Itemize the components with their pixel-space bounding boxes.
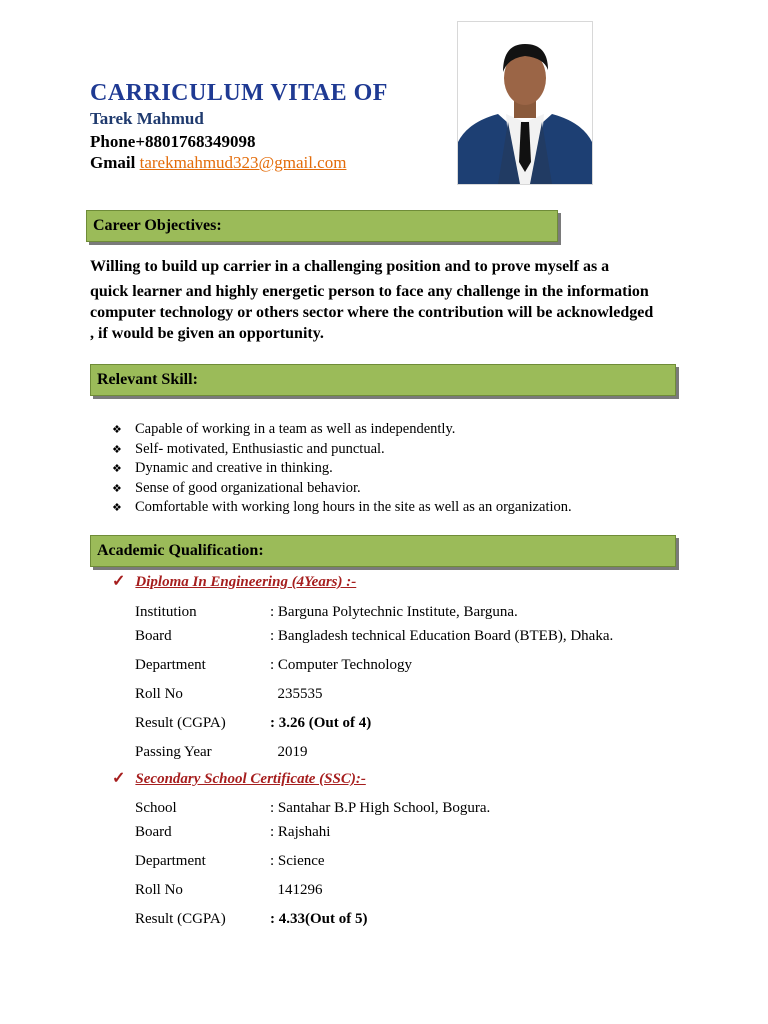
table-row: Department : Science — [135, 853, 325, 869]
checkmark-icon: ✓ — [112, 770, 126, 787]
cv-title: CARRICULUM VITAE OF — [90, 80, 388, 106]
profile-photo — [457, 21, 593, 185]
list-item — [112, 479, 572, 499]
checkmark-icon: ✓ — [112, 573, 126, 590]
objective-line: , if would be given an opportunity. — [90, 325, 324, 342]
academic-qualification-heading — [90, 535, 676, 567]
skill-text: Comfortable with working long hours in the site as well as an organization. — [135, 499, 572, 516]
ssc-heading — [112, 768, 366, 788]
gmail-line — [90, 153, 346, 173]
objective-line: quick learner and highly energetic person to face any challenge in the information — [90, 283, 649, 300]
table-row: Department : Computer Technology — [135, 657, 412, 673]
table-row: Result (CGPA) : 4.33(Out of 5) — [135, 911, 368, 927]
objective-line: computer technology or others sector where the contribution will be acknowledged — [90, 304, 654, 321]
diamond-bullet-icon: ❖ — [112, 482, 122, 495]
list-item — [112, 459, 572, 479]
diamond-bullet-icon: ❖ — [112, 424, 122, 436]
phone-label: Phone — [90, 132, 136, 151]
career-heading-text: Career Objectives: — [93, 217, 222, 234]
ssc-title: Secondary School Certificate (SSC):- — [135, 771, 366, 787]
list-item — [112, 420, 572, 440]
skill-text: Dynamic and creative in thinking. — [135, 460, 333, 477]
table-row: Passing Year 2019 — [135, 744, 308, 760]
table-row: Roll No 235535 — [135, 686, 323, 702]
diploma-heading — [112, 571, 356, 591]
list-item — [112, 498, 572, 518]
candidate-name: Tarek Mahmud — [90, 109, 204, 128]
gmail-label: Gmail — [90, 153, 136, 172]
table-row: Roll No 141296 — [135, 882, 323, 898]
skill-heading-text: Relevant Skill: — [97, 371, 198, 388]
phone-number: +8801768349098 — [135, 132, 256, 151]
table-row: Result (CGPA) : 3.26 (Out of 4) — [135, 715, 372, 731]
skill-text: Self- motivated, Enthusiastic and punctual. — [135, 440, 385, 457]
phone-line — [90, 132, 256, 152]
skill-text: Sense of good organizational behavior. — [135, 479, 361, 496]
skill-text: Capable of working in a team as well as independently. — [135, 421, 456, 437]
diamond-bullet-icon: ❖ — [112, 443, 122, 456]
table-row: Board : Bangladesh technical Education Board (BTEB), Dhaka. — [135, 628, 614, 644]
relevant-skill-heading — [90, 364, 676, 396]
diamond-bullet-icon: ❖ — [112, 502, 122, 515]
table-row: School : Santahar B.P High School, Bogura. — [135, 800, 491, 816]
email-link[interactable]: tarekmahmud323@gmail.com — [139, 153, 347, 172]
diamond-bullet-icon: ❖ — [112, 463, 122, 476]
skills-list — [112, 420, 572, 518]
diploma-title: Diploma In Engineering (4Years) :- — [135, 574, 357, 590]
person-portrait-icon — [458, 22, 592, 184]
table-row: Institution : Barguna Polytechnic Institute, Barguna. — [135, 604, 518, 620]
list-item — [112, 440, 572, 460]
table-row: Board : Rajshahi — [135, 824, 331, 840]
objective-line: Willing to build up carrier in a challenging position and to prove myself as a — [90, 258, 610, 275]
career-objectives-heading — [86, 210, 558, 242]
academic-heading-text: Academic Qualification: — [97, 542, 264, 559]
career-objective-text — [90, 256, 690, 344]
